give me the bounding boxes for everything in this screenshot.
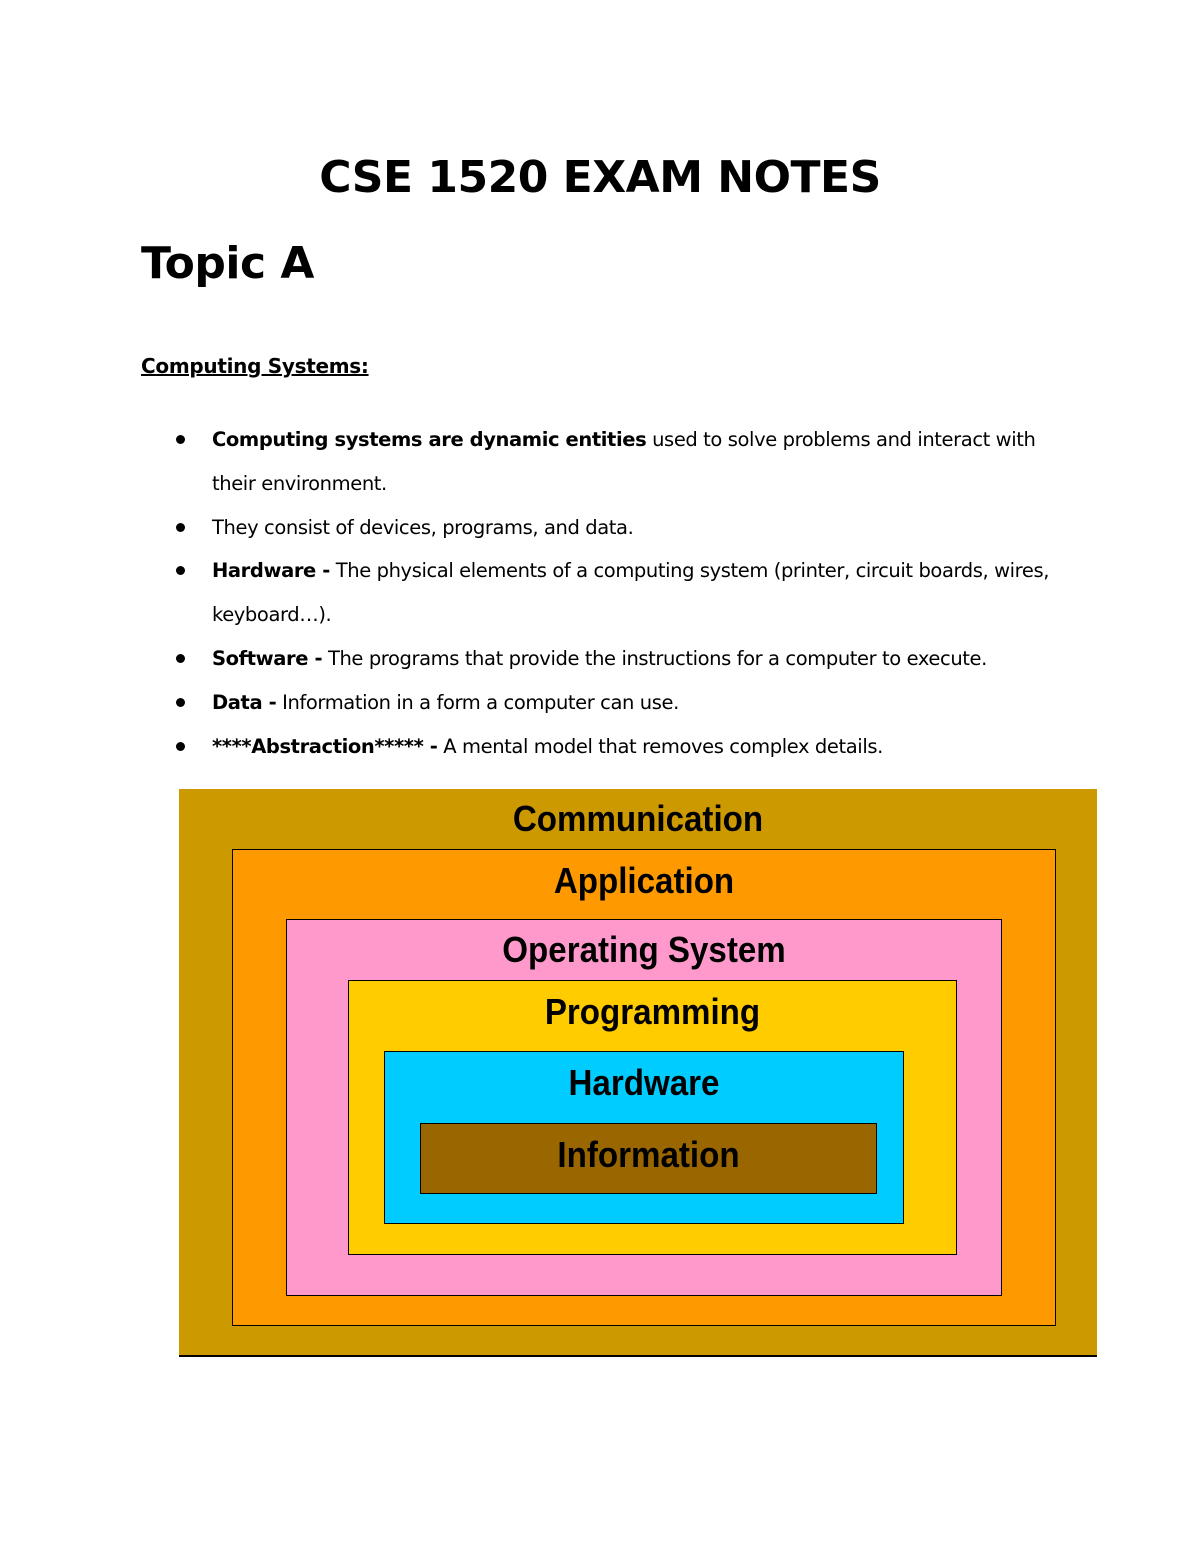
bullet-text: The programs that provide the instructions for a computer to execute. [322, 646, 987, 670]
bullet-text: A mental model that removes complex details. [437, 734, 883, 758]
bullet-icon [176, 698, 185, 707]
bullet-item [176, 549, 1076, 637]
bullet-icon [176, 566, 185, 575]
document-title: CSE 1520 EXAM NOTES [319, 152, 881, 203]
layer-label-application: Application [553, 860, 735, 901]
bullet-bold-term: Software - [212, 646, 323, 670]
topic-heading: Topic A [141, 238, 314, 289]
bullet-icon [176, 654, 185, 663]
bullet-text: They consist of devices, programs, and data. [212, 515, 634, 539]
bullet-item [176, 681, 1076, 725]
layer-label-operating-system: Operating System [502, 929, 786, 970]
layer-label-hardware: Hardware [568, 1062, 720, 1103]
computing-layers-diagram [179, 789, 1097, 1357]
layer-label-information: Information [557, 1134, 740, 1175]
bullet-text: used to solve problems and interact with their environment. [212, 428, 1036, 495]
layer-information [420, 1123, 877, 1194]
layer-label-communication: Communication [512, 798, 764, 839]
bullet-list [176, 418, 1076, 768]
bullet-item [176, 506, 1076, 550]
bullet-bold-term: Computing systems are dynamic entities [212, 428, 647, 451]
bullet-icon [176, 523, 185, 532]
bullet-bold-term: ****Abstraction***** - [212, 734, 438, 758]
bullet-text: The physical elements of a computing system (printer, circuit boards, wires, keyboard…). [212, 559, 1050, 627]
section-heading: Computing Systems: [141, 354, 369, 378]
bullet-text: Information in a form a computer can use. [276, 690, 679, 714]
layer-label-programming: Programming [544, 991, 761, 1032]
bullet-item [176, 725, 1076, 769]
bullet-bold-term: Hardware - [212, 559, 330, 583]
bullet-item [176, 637, 1076, 681]
bullet-icon [176, 742, 185, 751]
bullet-bold-term: Data - [212, 690, 277, 714]
bullet-item [176, 418, 1076, 506]
bullet-icon [176, 435, 185, 444]
